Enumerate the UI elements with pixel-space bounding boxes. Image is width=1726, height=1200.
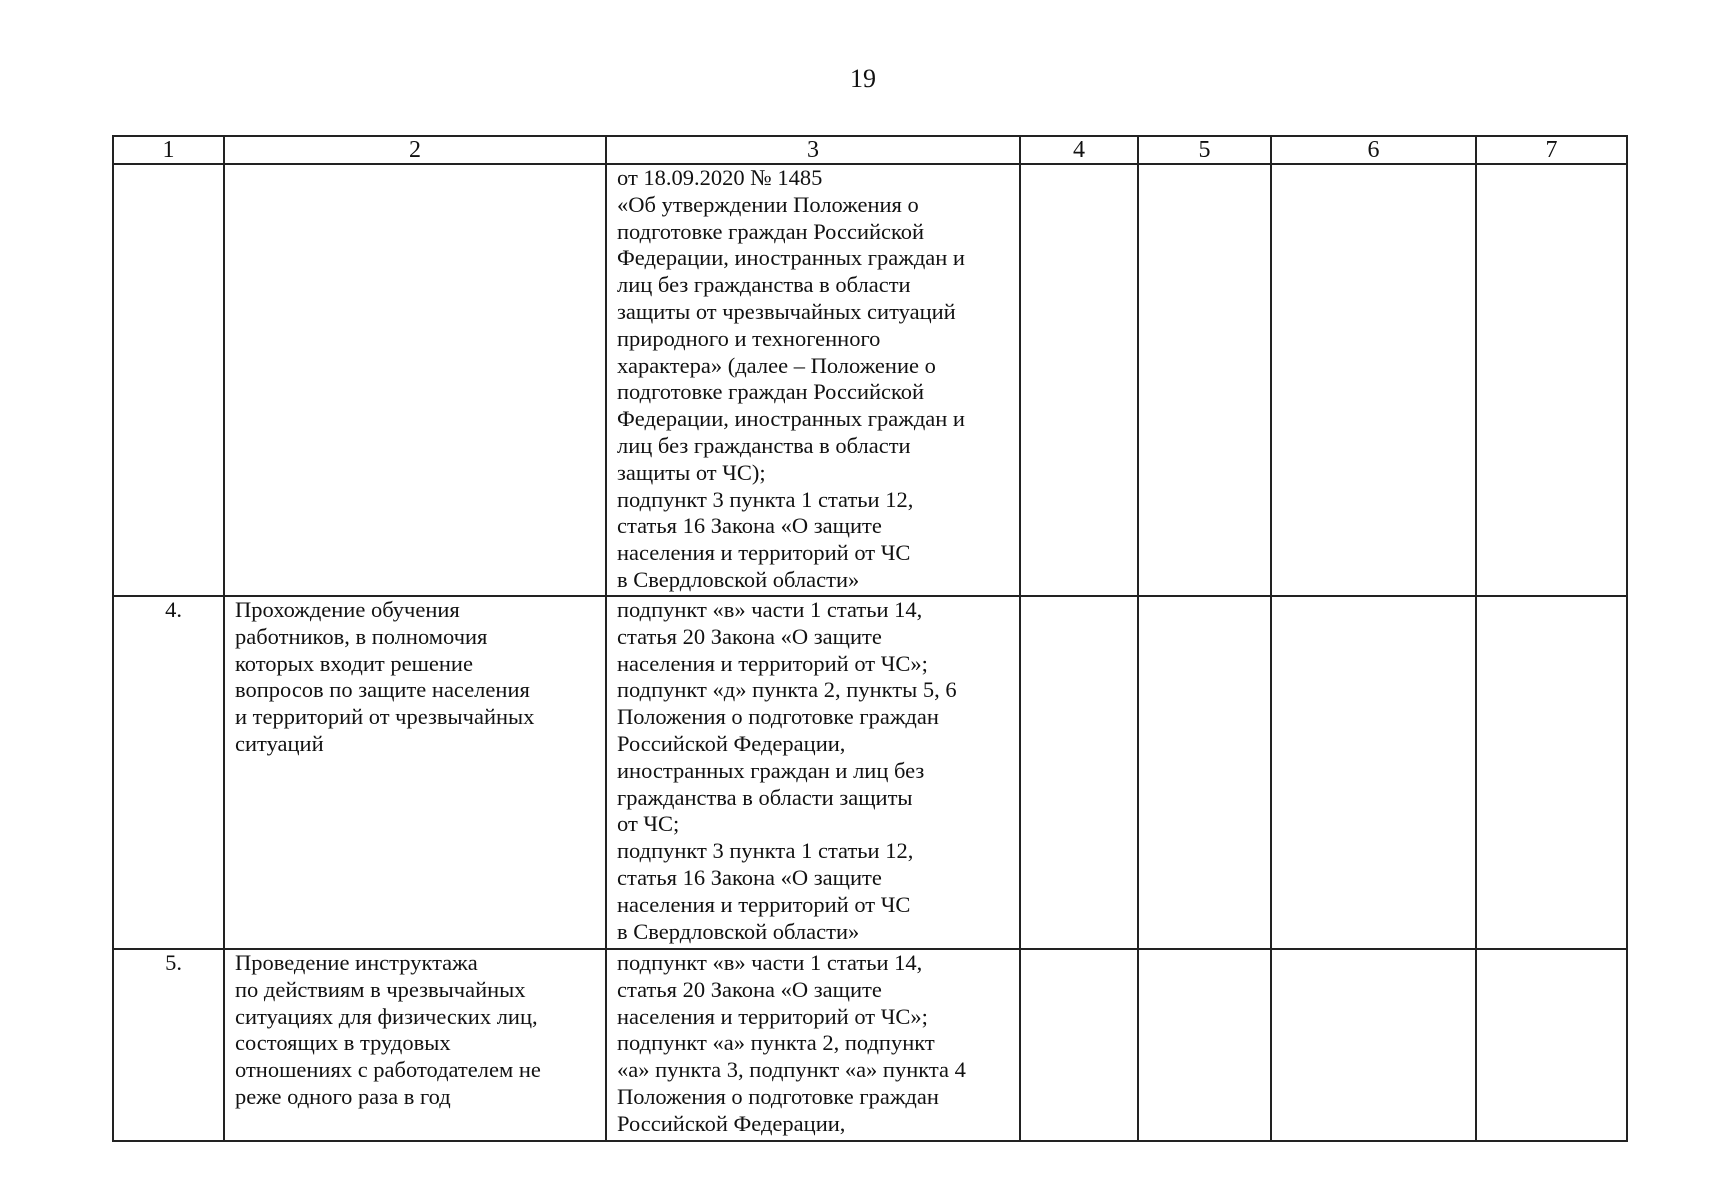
column-header-7: 7 bbox=[1476, 136, 1627, 164]
table-row bbox=[113, 596, 1627, 949]
requirement-name: Проведение инструктажа по действиям в чрезвычайных ситуациях для физических лиц, состоящих в трудовых отношениях с работодателем не реже одного раза в год bbox=[224, 949, 606, 1141]
cell-col-7 bbox=[1476, 164, 1627, 596]
requirements-table bbox=[112, 135, 1628, 1142]
cell-col-5 bbox=[1138, 164, 1271, 596]
table-header-row bbox=[113, 136, 1627, 164]
legal-basis: от 18.09.2020 № 1485 «Об утверждении Положения о подготовке граждан Российской Федерации, иностранных граждан и лиц без гражданства в области защиты от чрезвычайных ситуаций природного и техногенного характера» (далее – Положение о подготовке граждан Российской Федерации, иностранных граждан и лиц без гражданства в области защиты от ЧС); подпункт 3 пункта 1 статьи 12, статья 16 Закона «О защите населения и территорий от ЧС в Свердловской области» bbox=[606, 164, 1020, 596]
cell-col-7 bbox=[1476, 596, 1627, 949]
cell-col-4 bbox=[1020, 949, 1138, 1141]
row-number: 5. bbox=[113, 949, 224, 1141]
table-row bbox=[113, 949, 1627, 1141]
table-row bbox=[113, 164, 1627, 596]
cell-col-6 bbox=[1271, 164, 1476, 596]
cell-col-5 bbox=[1138, 596, 1271, 949]
column-header-3: 3 bbox=[606, 136, 1020, 164]
cell-col-4 bbox=[1020, 596, 1138, 949]
row-number: 4. bbox=[113, 596, 224, 949]
requirement-name bbox=[224, 164, 606, 596]
column-header-6: 6 bbox=[1271, 136, 1476, 164]
cell-col-5 bbox=[1138, 949, 1271, 1141]
column-header-5: 5 bbox=[1138, 136, 1271, 164]
legal-basis: подпункт «в» части 1 статьи 14, статья 20 Закона «О защите населения и территорий от ЧС»; подпункт «д» пункта 2, пункты 5, 6 Положения о подготовке граждан Российской Федерации, иностранных граждан и лиц без гражданства в области защиты от ЧС; подпункт 3 пункта 1 статьи 12, статья 16 Закона «О защите населения и территорий от ЧС в Свердловской области» bbox=[606, 596, 1020, 949]
row-number bbox=[113, 164, 224, 596]
legal-basis: подпункт «в» части 1 статьи 14, статья 20 Закона «О защите населения и территорий от ЧС»; подпункт «а» пункта 2, подпункт «а» пункта 3, подпункт «а» пункта 4 Положения о подготовке граждан Российской Федерации, bbox=[606, 949, 1020, 1141]
requirement-name: Прохождение обучения работников, в полномочия которых входит решение вопросов по защите населения и территорий от чрезвычайных ситуаций bbox=[224, 596, 606, 949]
column-header-1: 1 bbox=[113, 136, 224, 164]
page-number: 19 bbox=[850, 64, 876, 93]
cell-col-6 bbox=[1271, 949, 1476, 1141]
cell-col-6 bbox=[1271, 596, 1476, 949]
cell-col-4 bbox=[1020, 164, 1138, 596]
column-header-2: 2 bbox=[224, 136, 606, 164]
cell-col-7 bbox=[1476, 949, 1627, 1141]
column-header-4: 4 bbox=[1020, 136, 1138, 164]
